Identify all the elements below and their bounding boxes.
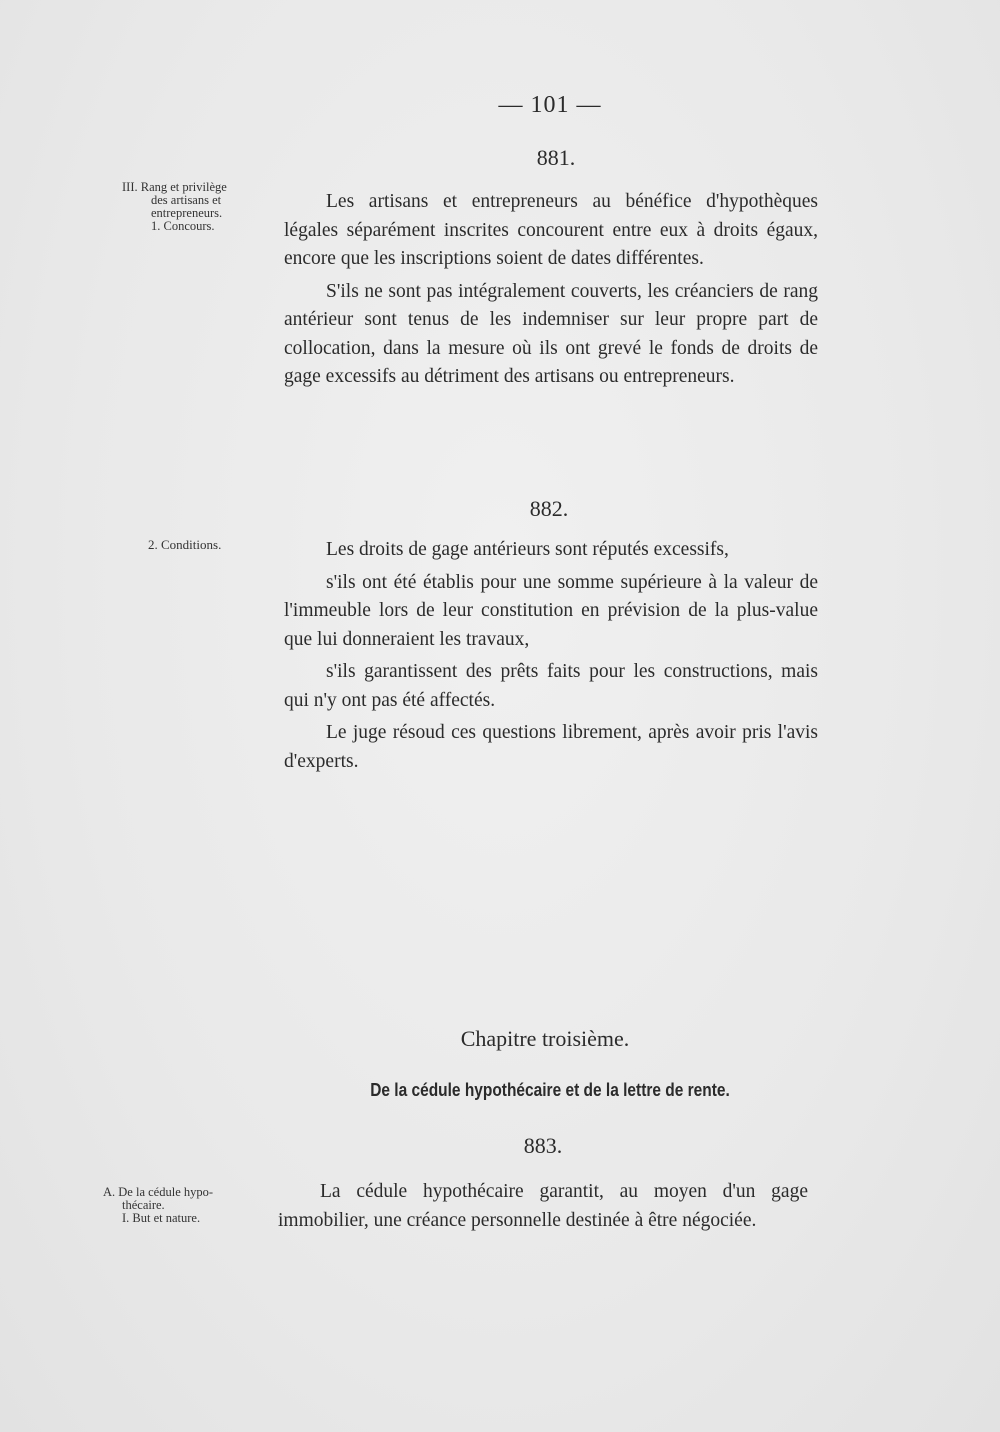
paragraph: S'ils ne sont pas intégralement couverts, les créanciers de rang antérieur sont tenus de les indemniser sur leur propre part de collocation, dans la mesure où ils ont grevé le fonds de droits de gage excessifs au détriment des artisans ou entrepreneurs. (284, 280, 818, 387)
margin-note-881 (122, 181, 227, 233)
paragraph: La cédule hypothécaire garantit, au moyen d'un gage immobilier, une créance personnelle destinée à être négociée. (278, 1181, 808, 1231)
page-number: — 101 — (498, 92, 602, 118)
margin-note-line: III. Rang et privilège (122, 180, 227, 194)
article-883-text (278, 1178, 808, 1239)
paragraph: Les droits de gage antérieurs sont réputés excessifs, (326, 539, 729, 560)
article-number-882: 882. (529, 496, 569, 521)
chapter-subtitle: De la cédule hypothécaire et de la lettre de rente. (370, 1080, 730, 1100)
margin-note-line: thécaire. (122, 1198, 165, 1212)
article-number-883: 883. (523, 1133, 563, 1158)
chapter-title: Chapitre troisième. (460, 1026, 630, 1051)
article-882-text (284, 536, 818, 780)
margin-note-882 (148, 538, 221, 551)
margin-note-line: entrepreneurs. (151, 206, 223, 220)
margin-note-line: des artisans et (151, 193, 222, 207)
margin-note-883 (103, 1186, 213, 1225)
margin-note-line: A. De la cédule hypo- (103, 1185, 214, 1199)
paragraph: Le juge résoud ces questions librement, après avoir pris l'avis d'experts. (284, 722, 818, 772)
paragraph: s'ils garantissent des prêts faits pour les constructions, mais qui n'y ont pas été affectés. (284, 661, 818, 711)
paragraph: s'ils ont été établis pour une somme supérieure à la valeur de l'immeuble lors de leur constitution en prévision de la plus-value que lui donneraient les travaux, (284, 571, 818, 650)
margin-note-line: I. But et nature. (122, 1211, 201, 1225)
paragraph: Les artisans et entrepreneurs au bénéfice d'hypothèques légales séparément inscrites concourent entre eux à droits égaux, encore que les inscriptions soient de dates différentes. (284, 191, 818, 269)
margin-note-line: 1. Concours. (151, 219, 215, 233)
article-881-text (284, 188, 818, 396)
margin-note-line: 2. Conditions. (148, 537, 222, 552)
article-number-881: 881. (536, 145, 576, 170)
